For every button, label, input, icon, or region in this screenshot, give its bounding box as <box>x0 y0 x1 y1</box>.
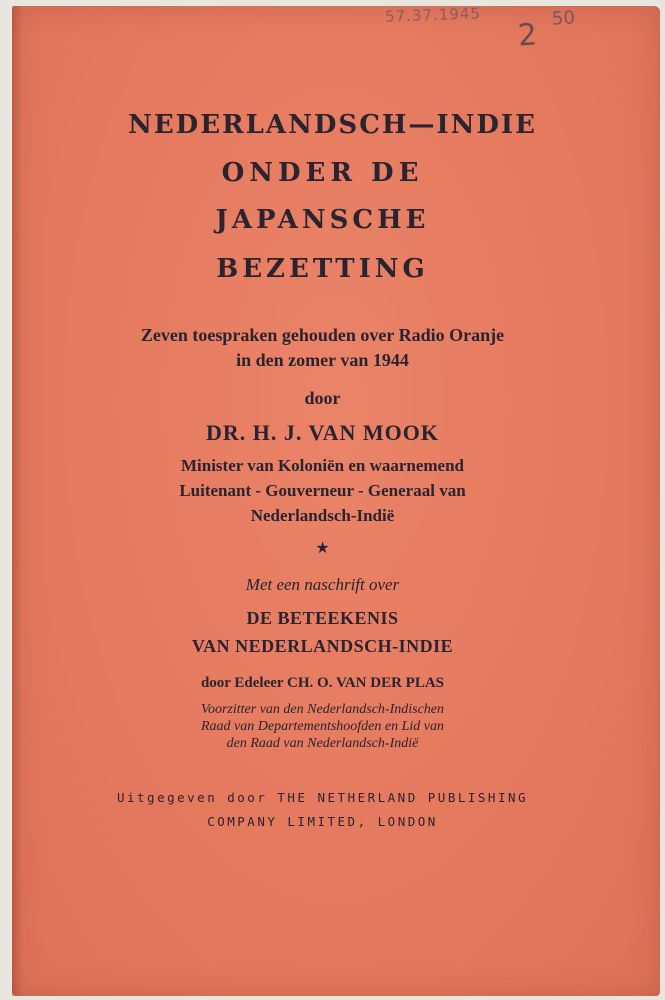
title-line-3: JAPANSCHE <box>215 205 430 235</box>
postscript-title-line-1: DE BETEEKENIS <box>246 608 399 628</box>
title-line-4: BEZETTING <box>216 254 429 284</box>
postscript-intro: Met een naschrift over <box>245 575 400 594</box>
spine-edge <box>12 6 22 996</box>
postscript-role-line-3: den Raad van Nederlandsch-Indië <box>226 736 419 751</box>
handwritten-price: 50 <box>551 7 576 30</box>
postscript-role-line-2: Raad van Departementshoofden en Lid van <box>200 719 444 734</box>
subtitle-line-1: Zeven toespraken gehouden over Radio Oranje <box>140 325 505 345</box>
author-role-line-1: Minister van Koloniën en waarnemend <box>180 456 465 475</box>
author-by: door <box>304 388 341 408</box>
handwritten-number: 2 <box>516 17 539 54</box>
author-name: DR. H. J. VAN MOOK <box>206 420 439 445</box>
title-line-2: ONDER DE <box>221 158 424 188</box>
handwritten-catalog-number: 57.37.1945 <box>384 4 482 26</box>
book-cover <box>12 6 660 996</box>
subtitle-line-2: in den zomer van 1944 <box>236 350 409 370</box>
star-separator: ★ <box>315 540 330 557</box>
author-role-line-3: Nederlandsch-Indië <box>250 506 395 525</box>
publisher-line-1: Uitgegeven door THE NETHERLAND PUBLISHING <box>116 790 529 805</box>
publisher-line-2: COMPANY LIMITED, LONDON <box>207 814 438 829</box>
postscript-title-line-2: VAN NEDERLANDSCH-INDIE <box>191 636 454 656</box>
postscript-by-line: door Edeleer CH. O. VAN DER PLAS <box>200 675 445 691</box>
author-role-line-2: Luitenant - Gouverneur - Generaal van <box>179 481 466 500</box>
postscript-role-line-1: Voorzitter van den Nederlandsch-Indischen <box>200 702 444 717</box>
title-line-1: NEDERLANDSCH—INDIE <box>128 110 537 140</box>
